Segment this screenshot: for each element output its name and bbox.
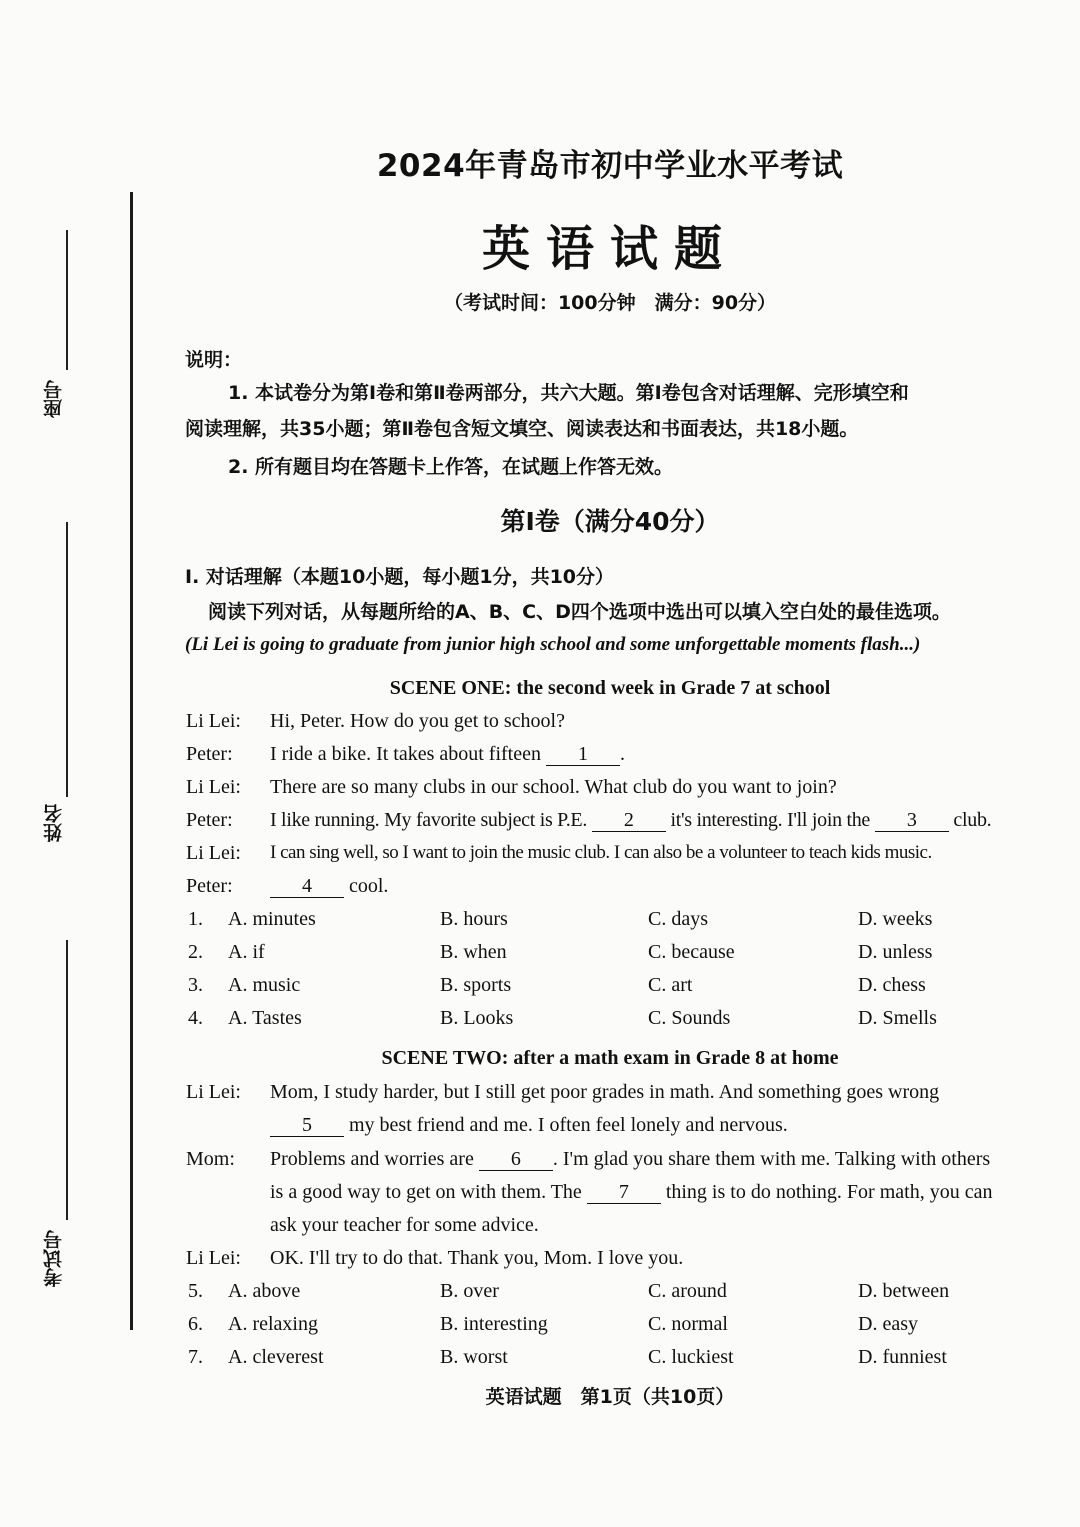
option-b: B. Looks [440, 1007, 514, 1029]
answer-blank-2: 2 [592, 809, 666, 832]
option-c: C. Sounds [648, 1007, 731, 1029]
utterance-text: is a good way to get on with them. The [270, 1181, 587, 1203]
option-b: B. hours [440, 908, 508, 930]
utterance-text: I ride a bike. It takes about fifteen [270, 743, 546, 765]
question-number: 3. [188, 974, 203, 996]
speaker: Li Lei: [186, 710, 241, 732]
option-d: D. unless [858, 941, 933, 963]
exam-title: 2024年青岛市初中学业水平考试 [376, 148, 844, 184]
speaker: Li Lei: [186, 1081, 241, 1103]
speaker: Li Lei: [186, 1247, 241, 1269]
utterance-text: I like running. My favorite subject is P.E. [270, 809, 592, 831]
option-a: A. cleverest [228, 1346, 324, 1368]
question-number: 2. [188, 941, 203, 963]
utterance [270, 1181, 992, 1204]
option-b: B. interesting [440, 1313, 548, 1335]
question-number: 1. [188, 908, 203, 930]
option-d: D. between [858, 1280, 950, 1302]
utterance: Hi, Peter. How do you get to school? [270, 710, 565, 732]
speaker: Peter: [186, 743, 233, 765]
seat-rule [66, 230, 68, 370]
option-d: D. easy [858, 1313, 918, 1335]
seat-label: 座号 [43, 380, 65, 418]
option-d: D. chess [858, 974, 926, 996]
scene-one-title: SCENE ONE: the second week in Grade 7 at school [389, 677, 831, 699]
answer-blank-4: 4 [270, 875, 344, 898]
utterance-text: club. [948, 809, 992, 831]
option-c: C. luckiest [648, 1346, 734, 1368]
exam-info: （考试时间：100分钟 满分：90分） [443, 292, 777, 314]
subject-title: 英语试题 [481, 221, 738, 277]
option-c: C. around [648, 1280, 727, 1302]
notes-item1-line1: 1. 本试卷分为第Ⅰ卷和第Ⅱ卷两部分，共六大题。第Ⅰ卷包含对话理解、完形填空和 [228, 382, 909, 404]
option-c: C. art [648, 974, 693, 996]
utterance-text: my best friend and me. I often feel lonely and nervous. [344, 1114, 788, 1136]
option-b: B. worst [440, 1346, 508, 1368]
question-number: 7. [188, 1346, 203, 1368]
option-c: C. because [648, 941, 735, 963]
question-number: 4. [188, 1007, 203, 1029]
utterance-text: Problems and worries are [270, 1148, 479, 1170]
option-d: D. funniest [858, 1346, 947, 1368]
utterance [270, 1114, 788, 1137]
utterance-text: . I'm glad you share them with me. Talking with others [552, 1148, 991, 1170]
notes-heading: 说明： [185, 349, 243, 371]
scene-two-title: SCENE TWO: after a math exam in Grade 8 at home [381, 1047, 839, 1069]
seat-field [40, 230, 80, 430]
page-footer: 英语试题 第1页（共10页） [485, 1386, 735, 1408]
option-a: A. Tastes [228, 1007, 302, 1029]
option-a: A. if [228, 941, 265, 963]
utterance [270, 875, 388, 898]
option-d: D. weeks [858, 908, 933, 930]
option-c: C. days [648, 908, 708, 930]
utterance: ask your teacher for some advice. [270, 1214, 539, 1236]
option-c: C. normal [648, 1313, 728, 1335]
binding-line [130, 192, 133, 1330]
answer-blank-6: 6 [479, 1148, 553, 1171]
utterance [270, 1148, 990, 1171]
option-a: A. relaxing [228, 1313, 318, 1335]
option-b: B. when [440, 941, 507, 963]
answer-blank-5: 5 [270, 1114, 344, 1137]
question-number: 5. [188, 1280, 203, 1302]
answer-blank-1: 1 [546, 743, 620, 766]
section-title: 第Ⅰ卷（满分40分） [500, 507, 720, 536]
utterance: There are so many clubs in our school. What club do you want to join? [270, 776, 837, 798]
notes-item2: 2. 所有题目均在答题卡上作答，在试题上作答无效。 [228, 456, 674, 478]
question-number: 6. [188, 1313, 203, 1335]
option-b: B. sports [440, 974, 512, 996]
exam-no-label: 考试号 [43, 1230, 65, 1287]
option-a: A. above [228, 1280, 301, 1302]
utterance: I can sing well, so I want to join the music club. I can also be a volunteer to teach kids music. [270, 842, 932, 863]
utterance-text: . [620, 743, 625, 765]
exam-no-field [40, 940, 80, 1310]
utterance [270, 809, 991, 832]
speaker: Peter: [186, 875, 233, 897]
utterance: Mom, I study harder, but I still get poor grades in math. And something goes wrong [270, 1081, 940, 1103]
part-instruction: 阅读下列对话，从每题所给的A、B、C、D四个选项中选出可以填入空白处的最佳选项。 [208, 601, 951, 623]
utterance-text: it's interesting. I'll join the [665, 809, 875, 831]
utterance: OK. I'll try to do that. Thank you, Mom. I love you. [270, 1247, 684, 1269]
speaker: Li Lei: [186, 842, 241, 864]
speaker: Li Lei: [186, 776, 241, 798]
utterance [270, 743, 625, 766]
speaker: Mom: [186, 1148, 235, 1170]
name-label: 姓名 [43, 804, 65, 842]
answer-blank-7: 7 [587, 1181, 661, 1204]
part-title: Ⅰ. 对话理解（本题10小题，每小题1分，共10分） [185, 566, 615, 588]
exam-no-rule [66, 940, 68, 1220]
answer-blank-3: 3 [875, 809, 949, 832]
option-a: A. minutes [228, 908, 316, 930]
option-d: D. Smells [858, 1007, 937, 1029]
speaker: Peter: [186, 809, 233, 831]
option-b: B. over [440, 1280, 499, 1302]
option-a: A. music [228, 974, 301, 996]
notes-item1-line2: 阅读理解，共35小题；第Ⅱ卷包含短文填空、阅读表达和书面表达，共18小题。 [185, 418, 859, 440]
name-rule [66, 522, 68, 797]
name-field [40, 522, 80, 862]
utterance-text: cool. [344, 875, 389, 897]
utterance-text: thing is to do nothing. For math, you can [660, 1181, 993, 1203]
scenario-intro: (Li Lei is going to graduate from junior high school and some unforgettable moments flash...) [185, 634, 921, 655]
